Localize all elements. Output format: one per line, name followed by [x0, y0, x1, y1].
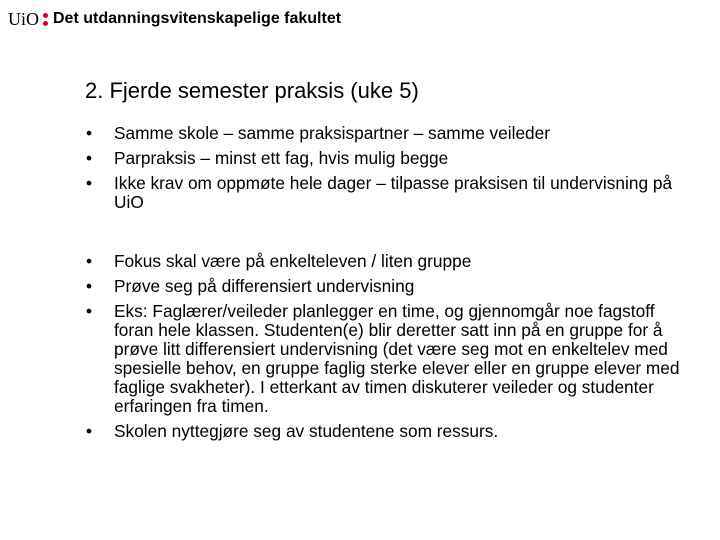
bullet-item: • Parpraksis – minst ett fag, hvis mulig begge [86, 149, 686, 168]
bullet-item: • Ikke krav om oppmøte hele dager – tilpasse praksisen til undervisning på UiO [86, 174, 686, 212]
bullet-item: • Skolen nyttegjøre seg av studentene som ressurs. [86, 422, 686, 441]
slide-title: 2. Fjerde semester praksis (uke 5) [85, 78, 419, 103]
bullet-item: • Fokus skal være på enkelteleven / liten gruppe [86, 252, 686, 271]
logo-text: UiO [8, 8, 39, 29]
faculty-name: Det utdanningsvitenskapelige fakultet [53, 10, 342, 27]
bullet-item: • Eks: Faglærer/veileder planlegger en time, og gjennomgår noe fagstoff foran hele klassen. Studenten(e) blir deretter satt inn på en gruppe for å prøve litt differensiert undervisning (det være seg mot en enkeltelev med spesielle behov, en gruppe faglig sterke elever eller en gruppe elever med faglige svakheter). I etterkant av timen diskuterer veileder og studenter erfaringen fra timen. [86, 302, 686, 416]
bullet-item: • Prøve seg på differensiert undervisning [86, 277, 686, 296]
uio-logo [8, 9, 53, 30]
logo-colon-icon [43, 13, 48, 26]
bullet-list-2 [86, 252, 686, 441]
bullet-item: • Samme skole – samme praksispartner – samme veileder [86, 124, 686, 143]
spacer [86, 218, 686, 252]
bullet-list-1 [86, 124, 686, 212]
slide-header [8, 6, 341, 32]
slide-content [86, 124, 686, 447]
